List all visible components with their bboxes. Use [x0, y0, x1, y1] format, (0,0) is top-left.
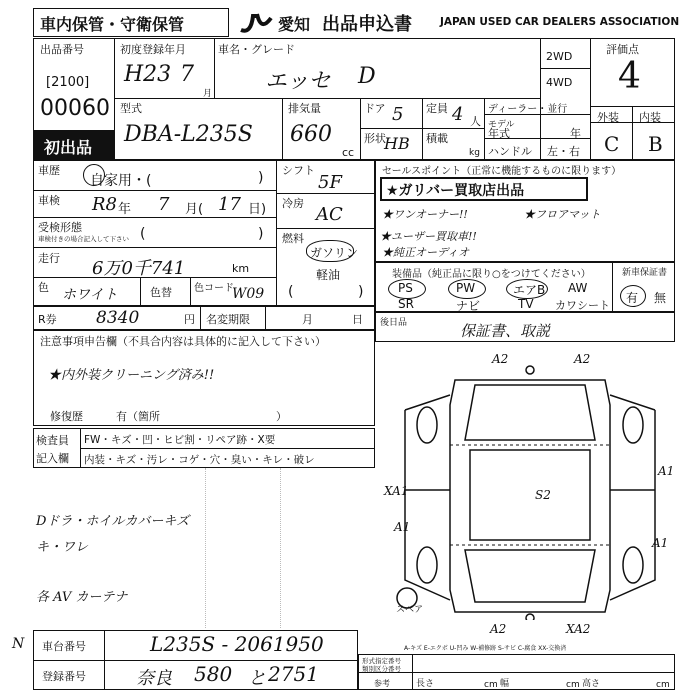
car-name: エッセ	[265, 69, 331, 94]
fuel-alt: 軽油	[316, 268, 341, 282]
pw-circle	[448, 279, 486, 299]
reg-kana: と	[248, 668, 266, 689]
inspector-comment-1: Dドラ・ホイルカバーキズ	[36, 514, 190, 529]
category-label: 車歴	[38, 164, 60, 177]
ps-circle	[388, 279, 426, 299]
capacity-label: 定員	[426, 102, 448, 115]
capacity-value: 4	[452, 104, 464, 125]
first-reg-month-unit: 月	[203, 89, 213, 99]
banner-text: ★ガリバー買取店出品	[386, 183, 525, 199]
receive-label: 受検形態	[38, 221, 82, 234]
fuel-value: ガソリン	[310, 246, 359, 260]
lot-number: 00060	[40, 96, 110, 121]
diagram-legend: A-キズ E-エクボ U-凹み W-補修跡 S-サビ C-腐食 XX-交換済	[404, 645, 567, 652]
receive-sub: 車検付きの場合記入して下さい	[38, 235, 129, 243]
chassis-value: L235S - 2061950	[150, 632, 324, 656]
model-year-label1: モデル	[488, 120, 515, 130]
dimensions-label2: 類別区分番号	[362, 665, 401, 673]
model-value: DBA-L235S	[124, 122, 253, 147]
category-value: 自家用・(	[90, 173, 152, 189]
category-close: )	[258, 170, 264, 186]
height-label: 高さ	[582, 679, 601, 689]
mileage-value: 6万0千741	[92, 258, 186, 279]
receive-open: (	[140, 226, 146, 242]
drive-2wd: 2WD	[546, 50, 573, 63]
shape-label: 形状	[364, 132, 386, 145]
color-code: W09	[232, 286, 265, 302]
lot-number-label: 出品番号	[40, 43, 84, 56]
dealer-label: ディーラー・並行	[488, 104, 568, 115]
shift-value: 5F	[318, 172, 342, 193]
load-label: 積載	[426, 132, 448, 145]
repair-label: 修復歴	[50, 410, 83, 423]
fuel-open: (	[288, 284, 294, 300]
diagram-label-a1-left: A1	[394, 520, 411, 534]
selling-point-1: ★ワンオーナー!!	[382, 208, 468, 221]
equip-airbag: エアB	[513, 283, 546, 297]
kg-unit: kg	[469, 148, 480, 158]
height-unit: cm	[656, 680, 670, 690]
first-reg-month: 7	[180, 62, 194, 87]
reg-label: 登録番号	[42, 670, 86, 683]
exterior-grade: C	[604, 132, 620, 156]
length-unit: cm	[484, 680, 498, 690]
rating-label: 評価点	[606, 43, 639, 56]
grade: D	[358, 64, 376, 89]
color-code-label: 色コード	[194, 283, 234, 294]
diagram-label-xa1-left: XA1	[384, 484, 409, 498]
width-unit: cm	[566, 680, 580, 690]
form-title: 出品申込書	[322, 14, 412, 35]
equip-navi: ナビ	[456, 299, 481, 313]
displacement-label: 排気量	[288, 102, 321, 115]
rating-score: 4	[618, 56, 641, 97]
handle-label: ハンドル	[488, 145, 532, 158]
reg-area: 奈良	[136, 668, 172, 689]
inspector-row2: 内装・キズ・汚レ・コゲ・穴・臭い・キレ・破レ	[84, 454, 315, 466]
selling-point-3: ★ユーザー買取車!!	[380, 230, 477, 243]
later-items-label: 後日品	[380, 318, 408, 328]
ac-value: AC	[316, 204, 343, 225]
inspector-comment-3: 各 AV カーテナ	[36, 590, 128, 605]
equipment-label: 装備品（純正品に限り○をつけてください）	[392, 269, 591, 280]
diagram-label-a2-rear: A2	[490, 622, 507, 636]
diagram-label-xa2-rear: XA2	[566, 622, 591, 636]
name-change-day: 日	[352, 313, 363, 326]
interior-grade: B	[648, 132, 663, 156]
receive-close: )	[258, 226, 264, 242]
doors-label: ドア	[364, 102, 386, 115]
car-name-label: 車名・グレード	[218, 43, 295, 56]
width-label: 幅	[500, 679, 510, 689]
cc-unit: cc	[342, 146, 355, 159]
drive-4wd: 4WD	[546, 76, 573, 89]
warranty-no: 無	[654, 291, 667, 305]
diagram-label-a1-right-lower: A1	[652, 536, 669, 550]
selling-point-2: ★フロアマット	[524, 208, 601, 221]
recycle-label: R券	[38, 313, 57, 326]
diagram-label-a1-right: A1	[658, 464, 675, 478]
ac-label: 冷房	[282, 197, 304, 210]
repair-close: ）	[276, 410, 287, 423]
selling-points-label: セールスポイント（正常に機能するものに限ります）	[382, 166, 622, 177]
car-diagram	[385, 350, 675, 620]
diagram-label-s2: S2	[535, 488, 551, 502]
displacement-value: 660	[290, 122, 332, 147]
shift-label: シフト	[282, 164, 315, 177]
caution-label: 注意事項申告欄（不具合内容は具体的に記入して下さい）	[40, 335, 326, 348]
fuel-label: 燃料	[282, 232, 304, 245]
caution-note: ★内外装クリーニング済み!!	[48, 368, 215, 383]
inspector-comment-2: キ・ワレ	[36, 540, 89, 555]
inspection-month: 7	[158, 194, 170, 215]
warranty-circle	[620, 285, 646, 307]
shape-value: HB	[384, 134, 410, 153]
mileage-label: 走行	[38, 252, 60, 265]
category-circle	[83, 164, 105, 186]
name-change-month: 月	[302, 313, 313, 326]
org-title: 愛知	[278, 15, 311, 34]
equip-ps: PS	[398, 281, 413, 295]
equip-seat: カワシート	[555, 299, 610, 312]
equip-sr: SR	[398, 297, 414, 311]
inspection-day-unit: 日)	[248, 202, 267, 217]
dimensions-ref: 参考	[374, 679, 390, 688]
reg-class: 580	[194, 662, 233, 686]
capacity-unit: 人	[470, 115, 481, 128]
inspector-label2: 記入欄	[36, 452, 69, 465]
inspection-year-unit: 年	[118, 202, 132, 217]
inspection-day: 17	[218, 194, 241, 215]
handle-options: 左・右	[547, 145, 580, 158]
year-unit: 年	[570, 127, 581, 140]
spare-label: スペア	[396, 605, 424, 615]
color-value: ホワイト	[62, 287, 118, 303]
color-change-label: 色替	[150, 286, 172, 299]
recycle-row	[33, 306, 375, 330]
side-mark: N	[12, 636, 25, 652]
selling-point-4: ★純正オーディオ	[382, 246, 470, 259]
later-items-value: 保証書、取説	[460, 322, 551, 340]
inspection-era: R8	[92, 194, 118, 215]
inspector-label1: 検査員	[36, 434, 69, 447]
first-listing: 初出品	[44, 138, 93, 157]
color-label: 色	[38, 281, 49, 294]
inspection-label: 車検	[38, 194, 60, 207]
name-change-label: 名変期限	[206, 313, 250, 326]
new-warranty-label: 新車保証書	[622, 268, 668, 278]
inspector-row1: FW・キズ・凹・ヒビ割・リペア跡・X要	[84, 434, 276, 446]
reg-number: 2751	[268, 662, 319, 686]
km-unit: km	[232, 262, 250, 275]
recycle-amount: 8340	[96, 308, 140, 328]
model-year-label2: 年式	[488, 127, 510, 140]
diagram-label-a2-front-left: A2	[492, 352, 509, 366]
recycle-yen: 円	[184, 313, 195, 326]
exterior-label: 外装	[597, 111, 619, 124]
chassis-label: 車台番号	[42, 640, 86, 653]
airbag-circle	[506, 279, 548, 299]
fuel-close: )	[358, 284, 364, 300]
interior-label: 内装	[639, 111, 661, 124]
ju-logo	[237, 10, 277, 34]
repair-value: 有（箇所	[116, 410, 160, 423]
storage-label: 車内保管・守衛保管	[40, 15, 185, 34]
first-reg-label: 初度登録年月	[120, 43, 186, 56]
length-label: 長さ	[416, 679, 435, 689]
venue-code: [2100]	[46, 75, 90, 90]
dimensions-label1: 形式指定番号	[362, 657, 401, 665]
first-reg-era: H23	[124, 62, 172, 87]
doors-value: 5	[392, 104, 404, 125]
model-label: 型式	[120, 102, 142, 115]
equip-tv: TV	[518, 297, 534, 311]
warranty-yes: 有	[626, 291, 639, 305]
inspection-month-unit: 月(	[185, 202, 204, 217]
equip-pw: PW	[456, 281, 476, 295]
diagram-label-a2-front-right: A2	[574, 352, 591, 366]
equip-aw: AW	[568, 281, 588, 295]
association-name: JAPAN USED CAR DEALERS ASSOCIATION	[440, 16, 680, 28]
fuel-circle	[306, 240, 354, 262]
